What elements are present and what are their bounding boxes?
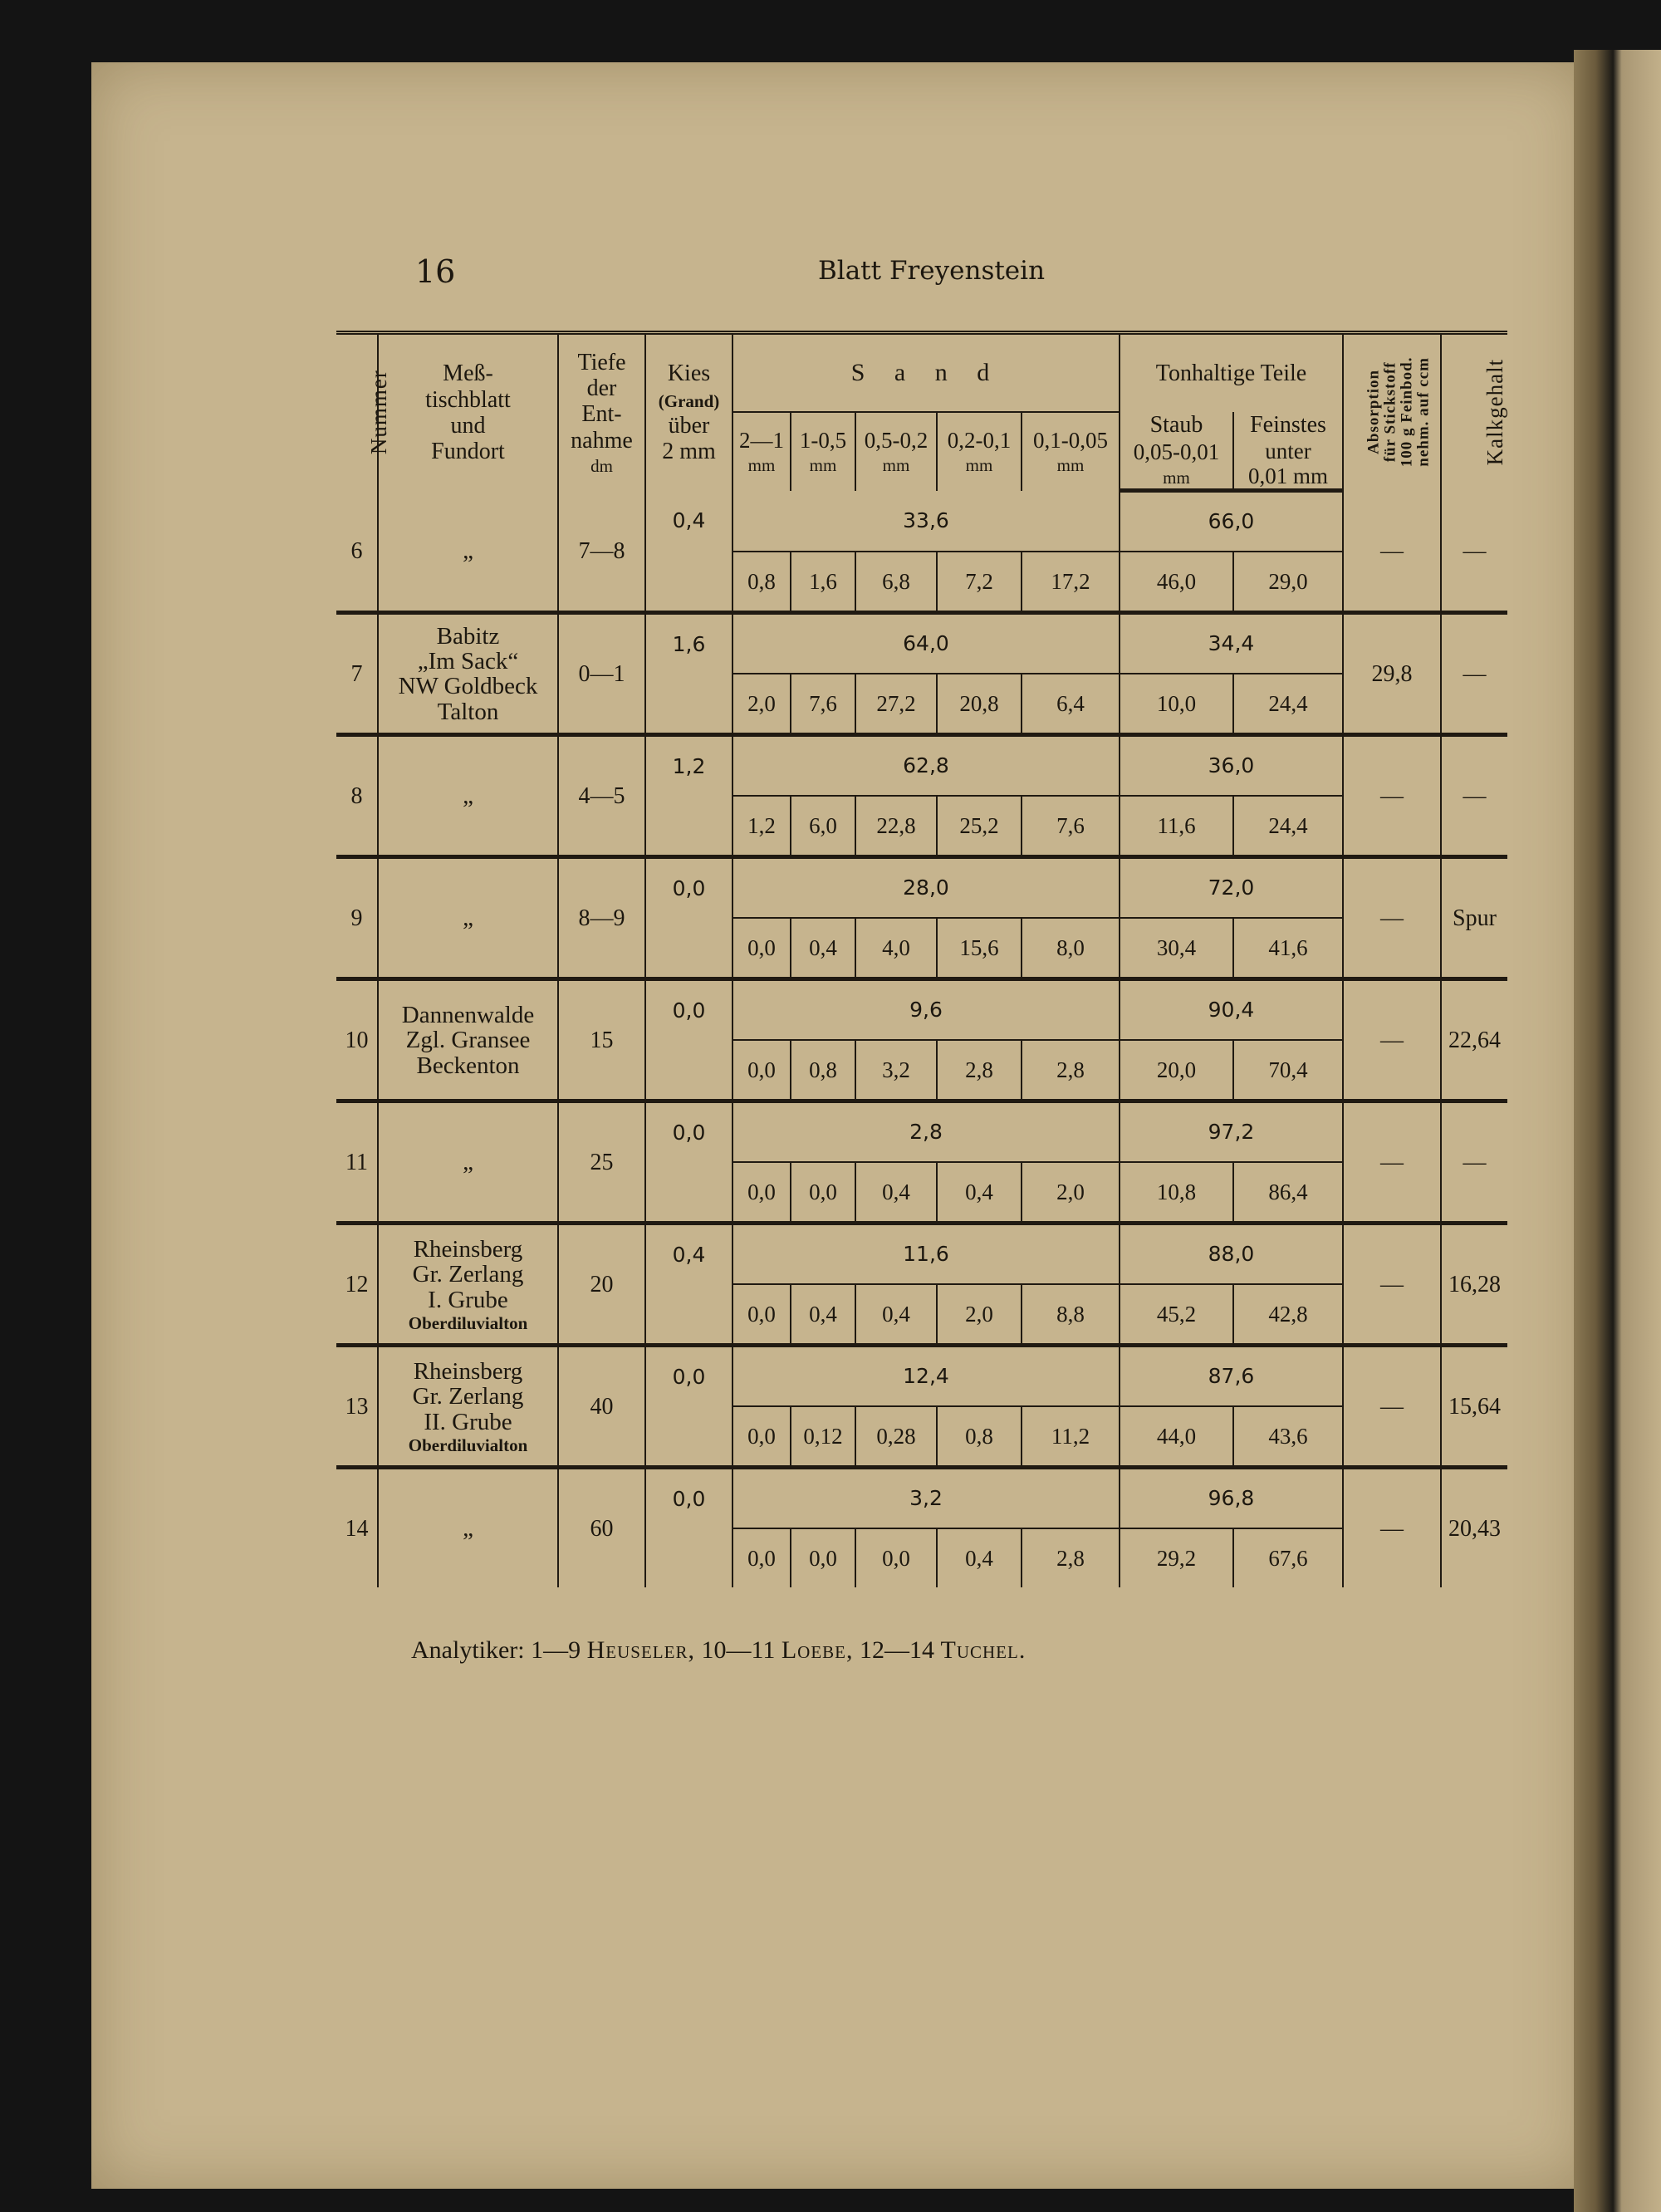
cell-absorption: — xyxy=(1343,979,1441,1101)
running-title: Blatt Freyenstein xyxy=(818,256,1046,286)
fundort-note: Oberdiluvialton xyxy=(408,1313,528,1334)
fundort-line: Talton xyxy=(437,698,499,725)
header-sand: S a n d xyxy=(733,333,1120,413)
fundort-line: Beckenton xyxy=(416,1052,520,1079)
cell-sand-fraction: 1,6 xyxy=(791,552,855,613)
cell-sand-fraction: 0,4 xyxy=(791,918,855,979)
cell-staub: 46,0 xyxy=(1120,552,1233,613)
cell-kies: 1,6 xyxy=(645,613,733,735)
cell-sand-fraction: 0,4 xyxy=(937,1528,1022,1587)
header-staub-size: 0,05-0,01 mm xyxy=(1120,439,1233,491)
table-row xyxy=(336,491,1507,552)
cell-sand-total: 33,6 xyxy=(733,491,1120,552)
header-nummer: Nummer xyxy=(336,333,378,491)
cell-feinstes: 24,4 xyxy=(1233,674,1343,735)
cell-sand-total: 62,8 xyxy=(733,735,1120,797)
cell-sand-fraction: 27,2 xyxy=(855,674,937,735)
grain-size-analysis-table xyxy=(336,331,1507,1587)
cell-nummer: 14 xyxy=(336,1468,378,1588)
cell-sand-fraction: 0,28 xyxy=(855,1406,937,1468)
cell-sand-fraction: 20,8 xyxy=(937,674,1022,735)
cell-sand-fraction: 0,8 xyxy=(791,1040,855,1101)
cell-ton-total: 90,4 xyxy=(1120,979,1343,1041)
cell-kies: 0,0 xyxy=(645,1346,733,1468)
cell-tiefe: 15 xyxy=(558,979,645,1101)
fundort-line: Zgl. Gransee xyxy=(405,1027,531,1054)
fundort-line: „ xyxy=(463,782,473,810)
cell-ton-total: 88,0 xyxy=(1120,1224,1343,1285)
page-number: 16 xyxy=(415,253,456,290)
cell-sand-total: 9,6 xyxy=(733,979,1120,1041)
table-row xyxy=(336,979,1507,1041)
fundort-line: Babitz xyxy=(436,622,500,650)
table-row xyxy=(336,735,1507,797)
cell-fundort xyxy=(378,1224,558,1346)
cell-kalkgehalt: 15,64 xyxy=(1441,1346,1507,1468)
cell-kalkgehalt: — xyxy=(1441,1101,1507,1224)
cell-sand-fraction: 7,6 xyxy=(1022,796,1120,857)
table-row xyxy=(336,1101,1507,1163)
cell-sand-fraction: 7,6 xyxy=(791,674,855,735)
cell-nummer: 6 xyxy=(336,491,378,613)
cell-sand-total: 2,8 xyxy=(733,1101,1120,1163)
book-spine xyxy=(1574,50,1661,2212)
cell-fundort xyxy=(378,979,558,1101)
cell-sand-fraction: 2,0 xyxy=(733,674,791,735)
cell-sand-fraction: 0,0 xyxy=(733,1284,791,1346)
cell-sand-fraction: 11,2 xyxy=(1022,1406,1120,1468)
cell-ton-total: 34,4 xyxy=(1120,613,1343,674)
cell-absorption: — xyxy=(1343,491,1441,613)
cell-sand-fraction: 17,2 xyxy=(1022,552,1120,613)
cell-staub: 20,0 xyxy=(1120,1040,1233,1101)
cell-feinstes: 67,6 xyxy=(1233,1528,1343,1587)
cell-fundort xyxy=(378,1346,558,1468)
cell-fundort xyxy=(378,1468,558,1588)
cell-staub: 30,4 xyxy=(1120,918,1233,979)
cell-sand-fraction: 0,0 xyxy=(733,1040,791,1101)
header-sand-01-005: 0,1-0,05 mm xyxy=(1022,412,1120,491)
fundort-line: Gr. Zerlang xyxy=(412,1383,524,1410)
cell-kies: 0,0 xyxy=(645,1468,733,1588)
cell-kies: 0,0 xyxy=(645,979,733,1101)
cell-tiefe: 40 xyxy=(558,1346,645,1468)
cell-sand-fraction: 0,4 xyxy=(791,1284,855,1346)
cell-sand-total: 28,0 xyxy=(733,857,1120,919)
cell-feinstes: 24,4 xyxy=(1233,796,1343,857)
cell-nummer: 10 xyxy=(336,979,378,1101)
header-sand-1-05: 1-0,5 mm xyxy=(791,412,855,491)
fundort-line: NW Goldbeck xyxy=(398,673,538,700)
fundort-line: Rheinsberg xyxy=(413,1235,523,1263)
cell-kalkgehalt: — xyxy=(1441,735,1507,857)
cell-sand-fraction: 2,0 xyxy=(1022,1162,1120,1224)
header-fundort: Meß- tischblatt und Fundort xyxy=(378,333,558,491)
cell-sand-fraction: 8,0 xyxy=(1022,918,1120,979)
header-sand-02-01: 0,2-0,1 mm xyxy=(937,412,1022,491)
cell-sand-fraction: 0,4 xyxy=(937,1162,1022,1224)
cell-fundort xyxy=(378,491,558,613)
cell-feinstes: 70,4 xyxy=(1233,1040,1343,1101)
cell-sand-fraction: 0,0 xyxy=(791,1162,855,1224)
cell-tiefe: 25 xyxy=(558,1101,645,1224)
header-sand-05-02: 0,5-0,2 mm xyxy=(855,412,937,491)
cell-staub: 44,0 xyxy=(1120,1406,1233,1468)
cell-ton-total: 72,0 xyxy=(1120,857,1343,919)
cell-staub: 10,0 xyxy=(1120,674,1233,735)
cell-tiefe: 4—5 xyxy=(558,735,645,857)
cell-tiefe: 60 xyxy=(558,1468,645,1588)
cell-kies: 0,4 xyxy=(645,491,733,613)
cell-sand-fraction: 25,2 xyxy=(937,796,1022,857)
fundort-line: „ xyxy=(463,1515,473,1543)
cell-kies: 0,0 xyxy=(645,1101,733,1224)
header-tiefe: Tiefe der Ent- nahme dm xyxy=(558,333,645,491)
table-row xyxy=(336,1468,1507,1529)
cell-nummer: 8 xyxy=(336,735,378,857)
header-sand-2-1: 2—1 mm xyxy=(733,412,791,491)
cell-sand-fraction: 4,0 xyxy=(855,918,937,979)
cell-staub: 45,2 xyxy=(1120,1284,1233,1346)
cell-ton-total: 96,8 xyxy=(1120,1468,1343,1529)
cell-staub: 10,8 xyxy=(1120,1162,1233,1224)
fundort-line: Dannenwalde xyxy=(401,1001,535,1028)
cell-absorption: — xyxy=(1343,1224,1441,1346)
cell-sand-fraction: 0,4 xyxy=(855,1284,937,1346)
cell-absorption: — xyxy=(1343,1468,1441,1588)
cell-absorption: — xyxy=(1343,857,1441,979)
cell-kies: 1,2 xyxy=(645,735,733,857)
fundort-line: „ xyxy=(463,537,473,564)
cell-sand-fraction: 1,2 xyxy=(733,796,791,857)
fundort-line: „Im Sack“ xyxy=(417,648,519,675)
cell-absorption: 29,8 xyxy=(1343,613,1441,735)
cell-sand-fraction: 0,0 xyxy=(733,918,791,979)
cell-sand-fraction: 0,4 xyxy=(855,1162,937,1224)
fundort-line: „ xyxy=(463,905,473,932)
cell-ton-total: 36,0 xyxy=(1120,735,1343,797)
cell-ton-total: 97,2 xyxy=(1120,1101,1343,1163)
cell-feinstes: 42,8 xyxy=(1233,1284,1343,1346)
cell-sand-fraction: 0,8 xyxy=(733,552,791,613)
fundort-line: Rheinsberg xyxy=(413,1357,523,1385)
cell-sand-fraction: 2,8 xyxy=(937,1040,1022,1101)
cell-absorption: — xyxy=(1343,735,1441,857)
table-row xyxy=(336,857,1507,919)
cell-nummer: 13 xyxy=(336,1346,378,1468)
cell-feinstes: 86,4 xyxy=(1233,1162,1343,1224)
cell-sand-fraction: 0,0 xyxy=(733,1406,791,1468)
header-tonhaltige-teile: Tonhaltige Teile xyxy=(1120,333,1343,413)
cell-fundort xyxy=(378,613,558,735)
cell-nummer: 7 xyxy=(336,613,378,735)
fundort-line: I. Grube xyxy=(428,1286,508,1313)
cell-absorption: — xyxy=(1343,1101,1441,1224)
cell-sand-fraction: 8,8 xyxy=(1022,1284,1120,1346)
cell-sand-total: 11,6 xyxy=(733,1224,1120,1285)
fundort-line: „ xyxy=(463,1149,473,1176)
cell-sand-fraction: 0,0 xyxy=(855,1528,937,1587)
cell-sand-fraction: 0,12 xyxy=(791,1406,855,1468)
fundort-line: Gr. Zerlang xyxy=(412,1261,524,1288)
cell-fundort xyxy=(378,1101,558,1224)
cell-kalkgehalt: 22,64 xyxy=(1441,979,1507,1101)
fundort-line: II. Grube xyxy=(424,1408,512,1435)
cell-ton-total: 87,6 xyxy=(1120,1346,1343,1407)
cell-absorption: — xyxy=(1343,1346,1441,1468)
cell-sand-fraction: 0,0 xyxy=(733,1528,791,1587)
table-row xyxy=(336,613,1507,674)
cell-kalkgehalt: — xyxy=(1441,613,1507,735)
table-row xyxy=(336,1224,1507,1285)
cell-tiefe: 20 xyxy=(558,1224,645,1346)
cell-nummer: 11 xyxy=(336,1101,378,1224)
cell-ton-total: 66,0 xyxy=(1120,491,1343,552)
fundort-note: Oberdiluvialton xyxy=(408,1435,528,1456)
header-staub: Staub xyxy=(1120,412,1233,439)
cell-tiefe: 0—1 xyxy=(558,613,645,735)
header-feinstes: Feinstes xyxy=(1233,412,1343,439)
cell-sand-fraction: 0,0 xyxy=(733,1162,791,1224)
cell-sand-fraction: 2,8 xyxy=(1022,1528,1120,1587)
table-row xyxy=(336,1346,1507,1407)
cell-sand-fraction: 22,8 xyxy=(855,796,937,857)
cell-sand-fraction: 15,6 xyxy=(937,918,1022,979)
cell-tiefe: 7—8 xyxy=(558,491,645,613)
cell-sand-total: 12,4 xyxy=(733,1346,1120,1407)
cell-sand-fraction: 3,2 xyxy=(855,1040,937,1101)
cell-kalkgehalt: — xyxy=(1441,491,1507,613)
cell-feinstes: 41,6 xyxy=(1233,918,1343,979)
footnote-analysts: Analytiker: 1—9 Heuseler, 10—11 Loebe, 12—14 Tuchel. xyxy=(411,1636,1026,1664)
cell-sand-fraction: 6,0 xyxy=(791,796,855,857)
cell-nummer: 9 xyxy=(336,857,378,979)
cell-sand-fraction: 2,8 xyxy=(1022,1040,1120,1101)
header-kalkgehalt: Kalkgehalt xyxy=(1441,333,1507,491)
cell-sand-fraction: 0,0 xyxy=(791,1528,855,1587)
cell-feinstes: 29,0 xyxy=(1233,552,1343,613)
cell-sand-fraction: 6,8 xyxy=(855,552,937,613)
cell-sand-fraction: 6,4 xyxy=(1022,674,1120,735)
cell-kies: 0,4 xyxy=(645,1224,733,1346)
cell-nummer: 12 xyxy=(336,1224,378,1346)
cell-fundort xyxy=(378,857,558,979)
cell-kalkgehalt: Spur xyxy=(1441,857,1507,979)
header-feinstes-size: unter 0,01 mm xyxy=(1233,439,1343,491)
cell-sand-fraction: 2,0 xyxy=(937,1284,1022,1346)
cell-feinstes: 43,6 xyxy=(1233,1406,1343,1468)
cell-kalkgehalt: 16,28 xyxy=(1441,1224,1507,1346)
cell-sand-total: 3,2 xyxy=(733,1468,1120,1529)
cell-kalkgehalt: 20,43 xyxy=(1441,1468,1507,1588)
cell-fundort xyxy=(378,735,558,857)
cell-sand-total: 64,0 xyxy=(733,613,1120,674)
header-kies: Kies (Grand) über 2 mm xyxy=(645,333,733,491)
cell-staub: 11,6 xyxy=(1120,796,1233,857)
cell-staub: 29,2 xyxy=(1120,1528,1233,1587)
cell-sand-fraction: 7,2 xyxy=(937,552,1022,613)
header-absorption: Absorption für Stickstoff 100 g Feinbod. nehm. auf ccm xyxy=(1343,333,1441,491)
cell-tiefe: 8—9 xyxy=(558,857,645,979)
cell-kies: 0,0 xyxy=(645,857,733,979)
cell-sand-fraction: 0,8 xyxy=(937,1406,1022,1468)
